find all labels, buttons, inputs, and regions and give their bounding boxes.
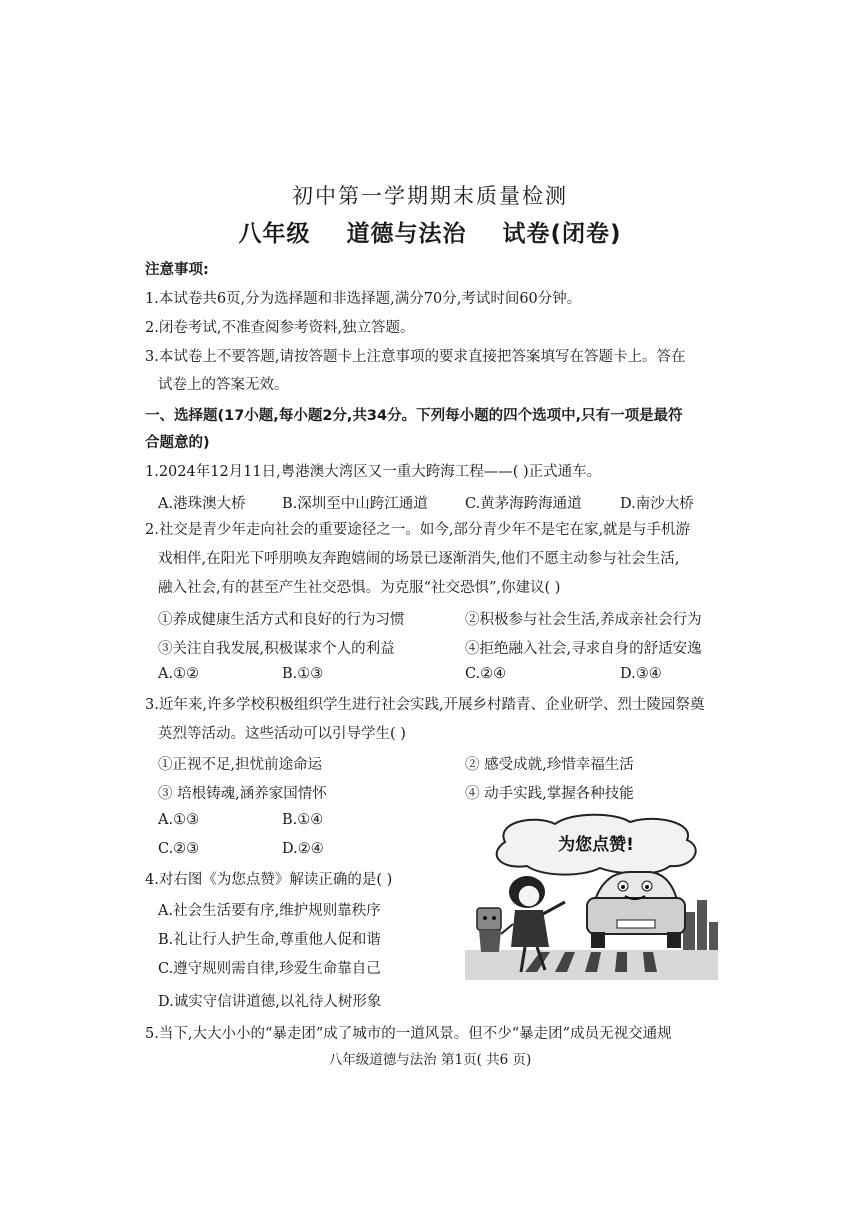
note-item: 试卷上的答案无效。	[158, 377, 289, 393]
option-d: D.②④	[282, 841, 324, 857]
option-b: B.①④	[282, 812, 324, 828]
note-item: 3.本试卷上不要答题,请按答题卡上注意事项的要求直接把答案填写在答题卡上。答在	[145, 349, 686, 365]
option-c: C.②③	[158, 841, 200, 857]
question-stem: 融入社会,有的甚至产生社交恐惧。为克服“社交恐惧”,你建议( )	[158, 580, 561, 596]
statement: ②积极参与社会生活,养成亲社会行为	[465, 612, 702, 628]
note-item: 1.本试卷共6页,分为选择题和非选择题,满分70分,考试时间60分钟。	[145, 291, 582, 307]
grade-label: 八年级	[238, 221, 311, 247]
cartoon-drawing	[465, 812, 718, 980]
option-d: D.③④	[620, 666, 662, 682]
option-a: A.①③	[158, 812, 200, 828]
statement: ③关注自我发展,积极谋求个人的利益	[158, 641, 395, 657]
option-c: C.遵守规则需自律,珍爱生命靠自己	[158, 961, 381, 977]
note-item: 2.闭卷考试,不准查阅参考资料,独立答题。	[145, 320, 415, 336]
statement: ①正视不足,担忧前途命运	[158, 757, 323, 773]
option-c: C.②④	[465, 666, 507, 682]
question-stem: 3.近年来,许多学校积极组织学生进行社会实践,开展乡村踏青、企业研学、烈士陵园祭奠	[145, 697, 705, 713]
option-a: A.社会生活要有序,维护规则靠秩序	[158, 903, 381, 919]
exam-subtitle	[0, 215, 860, 248]
statement: ② 感受成就,珍惜幸福生活	[465, 757, 634, 773]
option-d: D.南沙大桥	[620, 496, 694, 512]
question-stem: 英烈等活动。这些活动可以引导学生( )	[158, 726, 406, 742]
question-stem: 2.社交是青少年走向社会的重要途径之一。如今,部分青少年不是宅在家,就是与手机游	[145, 522, 691, 538]
section-heading: 一、选择题(17小题,每小题2分,共34分。下列每小题的四个选项中,只有一项是最符	[145, 408, 683, 424]
option-b: B.①③	[282, 666, 324, 682]
option-b: B.深圳至中山跨江通道	[282, 496, 428, 512]
question-stem: 戏相伴,在阳光下呼朋唤友奔跑嬉闹的场景已逐渐消失,他们不愿主动参与社会生活,	[158, 551, 680, 567]
cartoon-illustration	[465, 812, 718, 980]
paper-type-label: 试卷(闭卷)	[502, 221, 622, 247]
cartoon-caption: 为您点赞!	[558, 835, 634, 855]
option-a: A.①②	[158, 666, 200, 682]
statement: ④拒绝融入社会,寻求自身的舒适安逸	[465, 641, 702, 657]
page-footer: 八年级道德与法治 第1页( 共6 页)	[328, 1052, 532, 1068]
statement: ①养成健康生活方式和良好的行为习惯	[158, 612, 405, 628]
statement: ④ 动手实践,掌握各种技能	[465, 786, 634, 802]
option-d: D.诚实守信讲道德,以礼待人树形象	[158, 994, 382, 1010]
section-heading: 合题意的)	[145, 435, 210, 451]
exam-title: 初中第一学期期末质量检测	[292, 184, 568, 208]
notes-heading: 注意事项:	[145, 262, 209, 278]
option-c: C.黄茅海跨海通道	[465, 496, 582, 512]
question-stem: 1.2024年12月11日,粤港澳大湾区又一重大跨海工程——( )正式通车。	[145, 464, 602, 480]
option-b: B.礼让行人护生命,尊重他人促和谐	[158, 932, 381, 948]
subject-label: 道德与法治	[346, 221, 467, 247]
question-stem: 5.当下,大大小小的“暴走团”成了城市的一道风景。但不少“暴走团”成员无视交通规	[145, 1026, 672, 1042]
statement: ③ 培根铸魂,涵养家国情怀	[158, 786, 327, 802]
question-stem: 4.对右图《为您点赞》解读正确的是( )	[145, 872, 393, 888]
option-a: A.港珠澳大桥	[158, 496, 246, 512]
